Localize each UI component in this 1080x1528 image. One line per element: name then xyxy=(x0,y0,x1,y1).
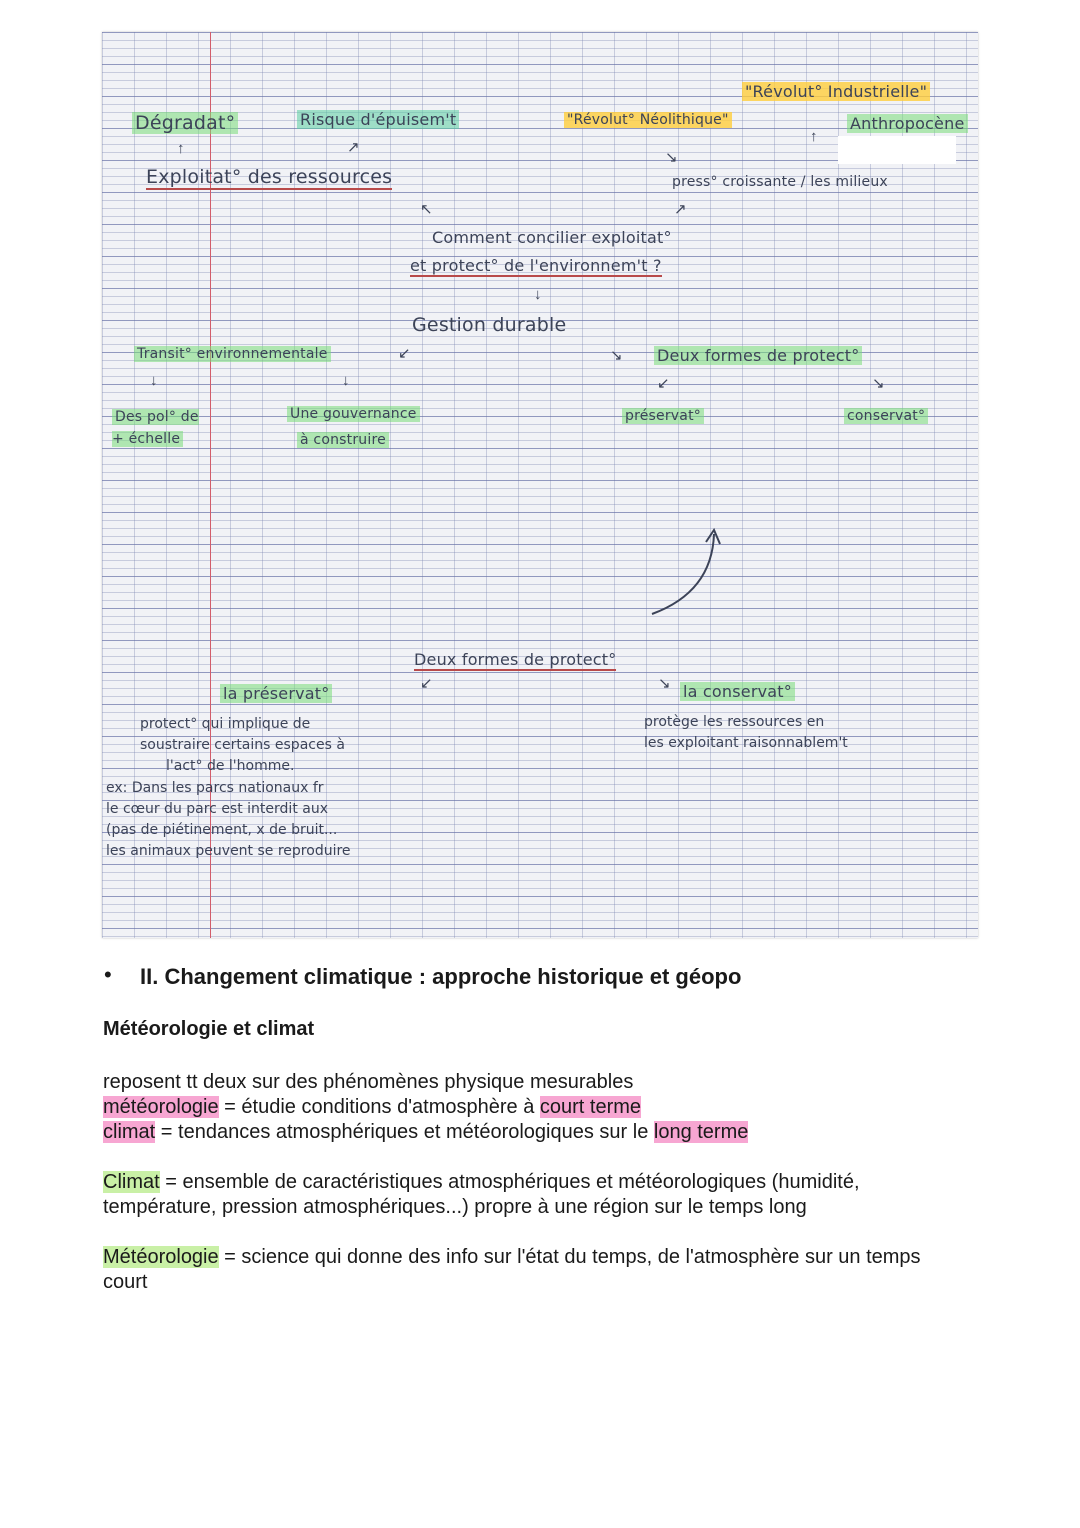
note-pression: press° croissante / les milieux xyxy=(672,174,888,190)
note-deux-formes: Deux formes de protect° xyxy=(654,346,862,365)
arrow-down-icon: ↓ xyxy=(534,286,542,303)
arrow-down-right-icon: ↘ xyxy=(610,347,623,364)
notebook-photo xyxy=(102,32,978,938)
note-gestion-durable: Gestion durable xyxy=(412,314,567,336)
paragraph-2: météorologie = étudie conditions d'atmosphère à court terme xyxy=(103,1096,642,1118)
note-revolution-neolithique: "Révolut° Néolithique" xyxy=(564,112,732,128)
arrow-down-left-icon: ↙ xyxy=(657,375,670,392)
note-risque: Risque d'épuisem't xyxy=(297,110,459,129)
arrow-up-icon: ↗ xyxy=(674,201,687,218)
note-la-preservation: la préservat° xyxy=(220,684,332,703)
arrow-up-icon: ↑ xyxy=(810,128,818,145)
note-transition: Transit° environnementale xyxy=(134,346,331,362)
arrow-down-right-icon: ↘ xyxy=(658,675,671,692)
arrow-down-left-icon: ↙ xyxy=(398,345,411,362)
note-bottom-deux-formes: Deux formes de protect° xyxy=(414,650,617,669)
note-politiques: Des pol° de + échelle xyxy=(112,409,199,447)
arrow-up-left-icon: ↖ xyxy=(420,201,433,218)
arrow-down-icon: ↓ xyxy=(342,372,350,389)
arrow-down-right-icon: ↘ xyxy=(872,375,885,392)
redaction-patch xyxy=(838,136,956,164)
arrow-up-icon: ↑ xyxy=(177,140,185,157)
note-gouvernance-1: Une gouvernance xyxy=(287,406,420,422)
note-la-conservation: la conservat° xyxy=(680,682,795,701)
note-revolution-industrielle: "Révolut° Industrielle" xyxy=(742,82,930,101)
note-gouvernance-2: à construire xyxy=(297,432,389,448)
paragraph-1: reposent tt deux sur des phénomènes physique mesurables xyxy=(103,1071,634,1093)
note-preservation: préservat° xyxy=(622,408,704,424)
subtitle: Météorologie et climat xyxy=(103,1018,315,1040)
arrow-down-icon: ↓ xyxy=(150,372,158,389)
note-conservation: conservat° xyxy=(844,408,928,424)
arrow-up-icon: ↗ xyxy=(347,139,360,156)
conservation-definition: protège les ressources en les exploitant raisonnablem't xyxy=(644,714,848,751)
bullet-icon: • xyxy=(104,962,112,987)
preservation-definition: protect° qui implique de soustraire certains espaces à l'act° de l'homme. xyxy=(140,716,345,774)
section-title: II. Changement climatique : approche historique et géopo xyxy=(140,964,742,989)
note-anthropocene: Anthropocène xyxy=(847,114,968,133)
arrow-down-icon: ↘ xyxy=(665,149,678,166)
example-text: ex: Dans les parcs nationaux fr le cœur du parc est interdit aux (pas de piétinement, x de bruit... les animaux peuvent se reproduire xyxy=(106,780,351,859)
paragraph-3: climat = tendances atmosphériques et météorologiques sur le long terme xyxy=(103,1121,749,1143)
paragraph-5: Météorologie = science qui donne des info sur l'état du temps, de l'atmosphère sur un temps court xyxy=(103,1246,921,1293)
question-line-1: Comment concilier exploitat° xyxy=(432,228,672,247)
arrow-down-left-icon: ↙ xyxy=(420,675,433,692)
note-exploitation: Exploitat° des ressources xyxy=(146,166,393,188)
question-line-2: et protect° de l'environnem't ? xyxy=(410,256,662,275)
note-degradation: Dégradat° xyxy=(132,112,238,134)
curved-arrow-icon xyxy=(642,522,732,622)
paragraph-4: Climat = ensemble de caractéristiques atmosphériques et météorologiques (humidité, température, pression atmosphériques...) propre à une région sur le temps long xyxy=(103,1171,860,1218)
